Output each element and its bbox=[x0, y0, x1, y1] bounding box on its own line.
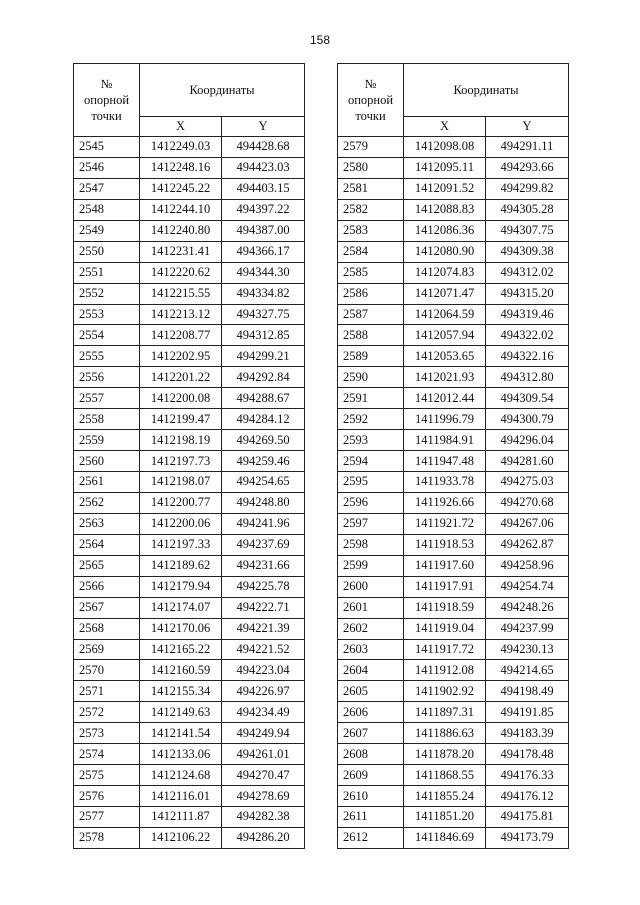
x-coordinate-cell: 1412149.63 bbox=[140, 702, 222, 723]
x-coordinate-cell: 1411917.91 bbox=[404, 576, 486, 597]
table-row bbox=[338, 744, 569, 765]
y-coordinate-cell: 494221.52 bbox=[222, 639, 305, 660]
table-row bbox=[338, 325, 569, 346]
x-coordinate-cell: 1412057.94 bbox=[404, 325, 486, 346]
y-coordinate-cell: 494258.96 bbox=[486, 555, 569, 576]
table-row bbox=[338, 702, 569, 723]
y-coordinate-cell: 494230.13 bbox=[486, 639, 569, 660]
x-coordinate-cell: 1411921.72 bbox=[404, 513, 486, 534]
table-row bbox=[338, 367, 569, 388]
point-number-header-line2: опорной bbox=[83, 93, 130, 107]
point-number-cell: 2566 bbox=[74, 576, 140, 597]
table-row bbox=[74, 786, 305, 807]
point-number-cell: 2579 bbox=[338, 137, 404, 158]
x-coordinate-cell: 1412201.22 bbox=[140, 367, 222, 388]
y-coordinate-cell: 494267.06 bbox=[486, 513, 569, 534]
x-coordinate-cell: 1412198.19 bbox=[140, 430, 222, 451]
point-number-cell: 2546 bbox=[74, 157, 140, 178]
y-coordinate-cell: 494222.71 bbox=[222, 597, 305, 618]
point-number-cell: 2557 bbox=[74, 388, 140, 409]
table-row bbox=[338, 304, 569, 325]
point-number-cell: 2602 bbox=[338, 618, 404, 639]
y-coordinate-cell: 494214.65 bbox=[486, 660, 569, 681]
point-number-cell: 2570 bbox=[74, 660, 140, 681]
x-coordinate-cell: 1412231.41 bbox=[140, 241, 222, 262]
point-number-cell: 2547 bbox=[74, 178, 140, 199]
y-coordinate-cell: 494254.74 bbox=[486, 576, 569, 597]
y-coordinate-cell: 494249.94 bbox=[222, 723, 305, 744]
table-row bbox=[74, 639, 305, 660]
point-number-cell: 2556 bbox=[74, 367, 140, 388]
table-row bbox=[338, 137, 569, 158]
x-coordinate-cell: 1411878.20 bbox=[404, 744, 486, 765]
x-coordinate-cell: 1412071.47 bbox=[404, 283, 486, 304]
y-coordinate-cell: 494286.20 bbox=[222, 827, 305, 848]
y-coordinate-cell: 494307.75 bbox=[486, 220, 569, 241]
y-coordinate-cell: 494275.03 bbox=[486, 472, 569, 493]
y-coordinate-cell: 494278.69 bbox=[222, 786, 305, 807]
table-row bbox=[338, 660, 569, 681]
point-number-cell: 2565 bbox=[74, 555, 140, 576]
x-coordinate-cell: 1411846.69 bbox=[404, 827, 486, 848]
point-number-cell: 2607 bbox=[338, 723, 404, 744]
point-number-cell: 2577 bbox=[74, 807, 140, 828]
point-number-cell: 2604 bbox=[338, 660, 404, 681]
point-number-cell: 2612 bbox=[338, 827, 404, 848]
table-row bbox=[338, 178, 569, 199]
point-number-cell: 2568 bbox=[74, 618, 140, 639]
y-coordinate-cell: 494248.80 bbox=[222, 492, 305, 513]
y-coordinate-cell: 494223.04 bbox=[222, 660, 305, 681]
point-number-cell: 2589 bbox=[338, 346, 404, 367]
point-number-cell: 2545 bbox=[74, 137, 140, 158]
point-number-cell: 2609 bbox=[338, 765, 404, 786]
y-coordinate-cell: 494178.48 bbox=[486, 744, 569, 765]
point-number-cell: 2588 bbox=[338, 325, 404, 346]
y-coordinate-cell: 494312.85 bbox=[222, 325, 305, 346]
point-number-cell: 2551 bbox=[74, 262, 140, 283]
x-coordinate-cell: 1411868.55 bbox=[404, 765, 486, 786]
point-number-cell: 2603 bbox=[338, 639, 404, 660]
x-coordinate-cell: 1412088.83 bbox=[404, 199, 486, 220]
x-coordinate-cell: 1411902.92 bbox=[404, 681, 486, 702]
table-body-right bbox=[338, 137, 569, 849]
y-coordinate-cell: 494231.66 bbox=[222, 555, 305, 576]
x-coordinate-cell: 1412080.90 bbox=[404, 241, 486, 262]
y-coordinate-cell: 494284.12 bbox=[222, 409, 305, 430]
x-coordinate-cell: 1412213.12 bbox=[140, 304, 222, 325]
x-coordinate-cell: 1412240.80 bbox=[140, 220, 222, 241]
y-coordinate-cell: 494327.75 bbox=[222, 304, 305, 325]
point-number-cell: 2564 bbox=[74, 534, 140, 555]
table-row bbox=[74, 241, 305, 262]
x-coordinate-cell: 1412133.06 bbox=[140, 744, 222, 765]
point-number-cell: 2562 bbox=[74, 492, 140, 513]
y-coordinate-cell: 494237.99 bbox=[486, 618, 569, 639]
point-number-header bbox=[74, 64, 140, 137]
table-row bbox=[74, 681, 305, 702]
table-row bbox=[338, 618, 569, 639]
y-coordinate-cell: 494176.12 bbox=[486, 786, 569, 807]
y-coordinate-cell: 494191.85 bbox=[486, 702, 569, 723]
page-number: 158 bbox=[309, 33, 331, 47]
table-body-left bbox=[74, 137, 305, 849]
x-coordinate-cell: 1412012.44 bbox=[404, 388, 486, 409]
y-coordinate-cell: 494288.67 bbox=[222, 388, 305, 409]
point-number-cell: 2561 bbox=[74, 472, 140, 493]
point-number-cell: 2571 bbox=[74, 681, 140, 702]
point-number-header-line3: точки bbox=[355, 109, 386, 123]
y-coordinate-cell: 494300.79 bbox=[486, 409, 569, 430]
table-row bbox=[74, 409, 305, 430]
point-number-cell: 2580 bbox=[338, 157, 404, 178]
y-coordinate-cell: 494198.49 bbox=[486, 681, 569, 702]
y-coordinate-cell: 494282.38 bbox=[222, 807, 305, 828]
table-row bbox=[74, 472, 305, 493]
point-number-cell: 2549 bbox=[74, 220, 140, 241]
table-row bbox=[338, 827, 569, 848]
point-number-cell: 2593 bbox=[338, 430, 404, 451]
y-coordinate-cell: 494254.65 bbox=[222, 472, 305, 493]
x-coordinate-cell: 1412200.77 bbox=[140, 492, 222, 513]
x-coordinate-cell: 1412244.10 bbox=[140, 199, 222, 220]
point-number-cell: 2554 bbox=[74, 325, 140, 346]
x-column-header: X bbox=[140, 117, 222, 137]
point-number-cell: 2555 bbox=[74, 346, 140, 367]
y-coordinate-cell: 494299.21 bbox=[222, 346, 305, 367]
point-number-cell: 2598 bbox=[338, 534, 404, 555]
point-number-cell: 2574 bbox=[74, 744, 140, 765]
point-number-cell: 2560 bbox=[74, 451, 140, 472]
table-row bbox=[338, 597, 569, 618]
y-coordinate-cell: 494281.60 bbox=[486, 451, 569, 472]
x-coordinate-cell: 1412141.54 bbox=[140, 723, 222, 744]
x-coordinate-cell: 1412021.93 bbox=[404, 367, 486, 388]
y-coordinate-cell: 494296.04 bbox=[486, 430, 569, 451]
x-coordinate-cell: 1412116.01 bbox=[140, 786, 222, 807]
coordinates-header: Координаты bbox=[140, 64, 305, 117]
point-number-cell: 2601 bbox=[338, 597, 404, 618]
point-number-cell: 2605 bbox=[338, 681, 404, 702]
table-row bbox=[74, 388, 305, 409]
x-coordinate-cell: 1411918.53 bbox=[404, 534, 486, 555]
y-coordinate-cell: 494305.28 bbox=[486, 199, 569, 220]
table-row bbox=[74, 325, 305, 346]
x-coordinate-cell: 1411855.24 bbox=[404, 786, 486, 807]
point-number-header bbox=[338, 64, 404, 137]
point-number-cell: 2599 bbox=[338, 555, 404, 576]
x-coordinate-cell: 1412197.33 bbox=[140, 534, 222, 555]
x-coordinate-cell: 1411933.78 bbox=[404, 472, 486, 493]
table-row bbox=[74, 346, 305, 367]
y-coordinate-cell: 494309.54 bbox=[486, 388, 569, 409]
point-number-cell: 2569 bbox=[74, 639, 140, 660]
y-coordinate-cell: 494292.84 bbox=[222, 367, 305, 388]
y-coordinate-cell: 494176.33 bbox=[486, 765, 569, 786]
table-row bbox=[338, 409, 569, 430]
point-number-cell: 2550 bbox=[74, 241, 140, 262]
x-coordinate-cell: 1412174.07 bbox=[140, 597, 222, 618]
y-coordinate-cell: 494226.97 bbox=[222, 681, 305, 702]
point-number-cell: 2600 bbox=[338, 576, 404, 597]
y-coordinate-cell: 494173.79 bbox=[486, 827, 569, 848]
table-row bbox=[338, 639, 569, 660]
x-coordinate-cell: 1412199.47 bbox=[140, 409, 222, 430]
x-coordinate-cell: 1411917.72 bbox=[404, 639, 486, 660]
y-coordinate-cell: 494397.22 bbox=[222, 199, 305, 220]
point-number-cell: 2573 bbox=[74, 723, 140, 744]
x-coordinate-cell: 1412170.06 bbox=[140, 618, 222, 639]
table-row bbox=[74, 827, 305, 848]
y-coordinate-cell: 494175.81 bbox=[486, 807, 569, 828]
x-coordinate-cell: 1412106.22 bbox=[140, 827, 222, 848]
table-row bbox=[338, 534, 569, 555]
x-coordinate-cell: 1411917.60 bbox=[404, 555, 486, 576]
y-coordinate-cell: 494312.02 bbox=[486, 262, 569, 283]
table-row bbox=[338, 451, 569, 472]
point-number-header-line1: № bbox=[364, 77, 377, 91]
point-number-cell: 2578 bbox=[74, 827, 140, 848]
y-coordinate-cell: 494366.17 bbox=[222, 241, 305, 262]
table-row bbox=[338, 576, 569, 597]
point-number-cell: 2563 bbox=[74, 513, 140, 534]
table-row bbox=[74, 492, 305, 513]
point-number-cell: 2611 bbox=[338, 807, 404, 828]
y-coordinate-cell: 494291.11 bbox=[486, 137, 569, 158]
y-coordinate-cell: 494428.68 bbox=[222, 137, 305, 158]
table-row bbox=[338, 388, 569, 409]
x-coordinate-cell: 1412249.03 bbox=[140, 137, 222, 158]
table-row bbox=[74, 304, 305, 325]
table-row bbox=[74, 618, 305, 639]
x-coordinate-cell: 1412248.16 bbox=[140, 157, 222, 178]
x-coordinate-cell: 1412208.77 bbox=[140, 325, 222, 346]
table-row bbox=[74, 513, 305, 534]
x-coordinate-cell: 1412155.34 bbox=[140, 681, 222, 702]
point-number-header-line2: опорной bbox=[347, 93, 394, 107]
x-coordinate-cell: 1412179.94 bbox=[140, 576, 222, 597]
table-row bbox=[74, 283, 305, 304]
point-number-cell: 2586 bbox=[338, 283, 404, 304]
table-row bbox=[74, 660, 305, 681]
point-number-cell: 2591 bbox=[338, 388, 404, 409]
table-row bbox=[74, 576, 305, 597]
point-number-cell: 2558 bbox=[74, 409, 140, 430]
table-row bbox=[74, 534, 305, 555]
table-row bbox=[74, 367, 305, 388]
point-number-header-line1: № bbox=[100, 77, 113, 91]
table-row bbox=[338, 765, 569, 786]
x-coordinate-cell: 1412200.06 bbox=[140, 513, 222, 534]
point-number-cell: 2606 bbox=[338, 702, 404, 723]
table-row bbox=[74, 178, 305, 199]
coordinates-header: Координаты bbox=[404, 64, 569, 117]
x-coordinate-cell: 1412215.55 bbox=[140, 283, 222, 304]
table-row bbox=[74, 807, 305, 828]
table-row bbox=[74, 451, 305, 472]
table-row bbox=[74, 262, 305, 283]
point-number-cell: 2590 bbox=[338, 367, 404, 388]
point-number-cell: 2581 bbox=[338, 178, 404, 199]
y-coordinate-cell: 494315.20 bbox=[486, 283, 569, 304]
x-coordinate-cell: 1411947.48 bbox=[404, 451, 486, 472]
point-number-cell: 2553 bbox=[74, 304, 140, 325]
point-number-cell: 2594 bbox=[338, 451, 404, 472]
x-coordinate-cell: 1412220.62 bbox=[140, 262, 222, 283]
table-row bbox=[338, 262, 569, 283]
y-column-header: Y bbox=[486, 117, 569, 137]
x-coordinate-cell: 1411919.04 bbox=[404, 618, 486, 639]
table-row bbox=[74, 744, 305, 765]
y-coordinate-cell: 494241.96 bbox=[222, 513, 305, 534]
table-row bbox=[338, 723, 569, 744]
table-row bbox=[74, 765, 305, 786]
x-coordinate-cell: 1411996.79 bbox=[404, 409, 486, 430]
point-number-header-line3: точки bbox=[91, 109, 122, 123]
y-coordinate-cell: 494319.46 bbox=[486, 304, 569, 325]
x-coordinate-cell: 1411926.66 bbox=[404, 492, 486, 513]
y-coordinate-cell: 494261.01 bbox=[222, 744, 305, 765]
y-coordinate-cell: 494183.39 bbox=[486, 723, 569, 744]
x-coordinate-cell: 1412165.22 bbox=[140, 639, 222, 660]
table-row bbox=[338, 555, 569, 576]
table-row bbox=[74, 137, 305, 158]
y-column-header: Y bbox=[222, 117, 305, 137]
x-coordinate-cell: 1412160.59 bbox=[140, 660, 222, 681]
point-number-cell: 2575 bbox=[74, 765, 140, 786]
y-coordinate-cell: 494344.30 bbox=[222, 262, 305, 283]
point-number-cell: 2567 bbox=[74, 597, 140, 618]
y-coordinate-cell: 494312.80 bbox=[486, 367, 569, 388]
table-row bbox=[338, 492, 569, 513]
x-coordinate-cell: 1411984.91 bbox=[404, 430, 486, 451]
table-row bbox=[74, 199, 305, 220]
table-row bbox=[338, 430, 569, 451]
point-number-cell: 2583 bbox=[338, 220, 404, 241]
y-coordinate-cell: 494221.39 bbox=[222, 618, 305, 639]
point-number-cell: 2596 bbox=[338, 492, 404, 513]
x-coordinate-cell: 1411912.08 bbox=[404, 660, 486, 681]
x-coordinate-cell: 1412124.68 bbox=[140, 765, 222, 786]
table-row bbox=[74, 555, 305, 576]
table-row bbox=[338, 220, 569, 241]
x-coordinate-cell: 1411918.59 bbox=[404, 597, 486, 618]
table-row bbox=[338, 346, 569, 367]
table-row bbox=[74, 430, 305, 451]
point-number-cell: 2610 bbox=[338, 786, 404, 807]
y-coordinate-cell: 494270.68 bbox=[486, 492, 569, 513]
y-coordinate-cell: 494309.38 bbox=[486, 241, 569, 262]
y-coordinate-cell: 494293.66 bbox=[486, 157, 569, 178]
y-coordinate-cell: 494322.02 bbox=[486, 325, 569, 346]
x-coordinate-cell: 1412064.59 bbox=[404, 304, 486, 325]
x-coordinate-cell: 1412095.11 bbox=[404, 157, 486, 178]
point-number-cell: 2608 bbox=[338, 744, 404, 765]
table-row bbox=[338, 807, 569, 828]
x-coordinate-cell: 1411897.31 bbox=[404, 702, 486, 723]
x-coordinate-cell: 1412202.95 bbox=[140, 346, 222, 367]
table-row bbox=[74, 723, 305, 744]
y-coordinate-cell: 494237.69 bbox=[222, 534, 305, 555]
y-coordinate-cell: 494387.00 bbox=[222, 220, 305, 241]
x-coordinate-cell: 1412245.22 bbox=[140, 178, 222, 199]
x-coordinate-cell: 1412098.08 bbox=[404, 137, 486, 158]
y-coordinate-cell: 494299.82 bbox=[486, 178, 569, 199]
x-coordinate-cell: 1412111.87 bbox=[140, 807, 222, 828]
x-column-header: X bbox=[404, 117, 486, 137]
y-coordinate-cell: 494322.16 bbox=[486, 346, 569, 367]
point-number-cell: 2592 bbox=[338, 409, 404, 430]
table-row bbox=[338, 199, 569, 220]
y-coordinate-cell: 494403.15 bbox=[222, 178, 305, 199]
x-coordinate-cell: 1412198.07 bbox=[140, 472, 222, 493]
point-number-cell: 2552 bbox=[74, 283, 140, 304]
coordinates-table-right bbox=[337, 63, 569, 849]
table-row bbox=[338, 513, 569, 534]
x-coordinate-cell: 1411851.20 bbox=[404, 807, 486, 828]
point-number-cell: 2595 bbox=[338, 472, 404, 493]
table-row bbox=[74, 220, 305, 241]
y-coordinate-cell: 494269.50 bbox=[222, 430, 305, 451]
x-coordinate-cell: 1411886.63 bbox=[404, 723, 486, 744]
table-row bbox=[74, 702, 305, 723]
table-row bbox=[74, 597, 305, 618]
point-number-cell: 2584 bbox=[338, 241, 404, 262]
table-row bbox=[338, 786, 569, 807]
point-number-cell: 2582 bbox=[338, 199, 404, 220]
point-number-cell: 2597 bbox=[338, 513, 404, 534]
y-coordinate-cell: 494262.87 bbox=[486, 534, 569, 555]
table-row bbox=[338, 283, 569, 304]
y-coordinate-cell: 494259.46 bbox=[222, 451, 305, 472]
point-number-cell: 2559 bbox=[74, 430, 140, 451]
point-number-cell: 2548 bbox=[74, 199, 140, 220]
coordinates-table-left bbox=[73, 63, 305, 849]
table-row bbox=[338, 157, 569, 178]
x-coordinate-cell: 1412189.62 bbox=[140, 555, 222, 576]
table-row bbox=[338, 681, 569, 702]
x-coordinate-cell: 1412053.65 bbox=[404, 346, 486, 367]
y-coordinate-cell: 494334.82 bbox=[222, 283, 305, 304]
y-coordinate-cell: 494234.49 bbox=[222, 702, 305, 723]
x-coordinate-cell: 1412200.08 bbox=[140, 388, 222, 409]
y-coordinate-cell: 494248.26 bbox=[486, 597, 569, 618]
point-number-cell: 2587 bbox=[338, 304, 404, 325]
x-coordinate-cell: 1412086.36 bbox=[404, 220, 486, 241]
y-coordinate-cell: 494225.78 bbox=[222, 576, 305, 597]
x-coordinate-cell: 1412074.83 bbox=[404, 262, 486, 283]
y-coordinate-cell: 494423.03 bbox=[222, 157, 305, 178]
y-coordinate-cell: 494270.47 bbox=[222, 765, 305, 786]
point-number-cell: 2576 bbox=[74, 786, 140, 807]
table-row bbox=[74, 157, 305, 178]
x-coordinate-cell: 1412197.73 bbox=[140, 451, 222, 472]
point-number-cell: 2572 bbox=[74, 702, 140, 723]
x-coordinate-cell: 1412091.52 bbox=[404, 178, 486, 199]
table-row bbox=[338, 241, 569, 262]
point-number-cell: 2585 bbox=[338, 262, 404, 283]
table-row bbox=[338, 472, 569, 493]
